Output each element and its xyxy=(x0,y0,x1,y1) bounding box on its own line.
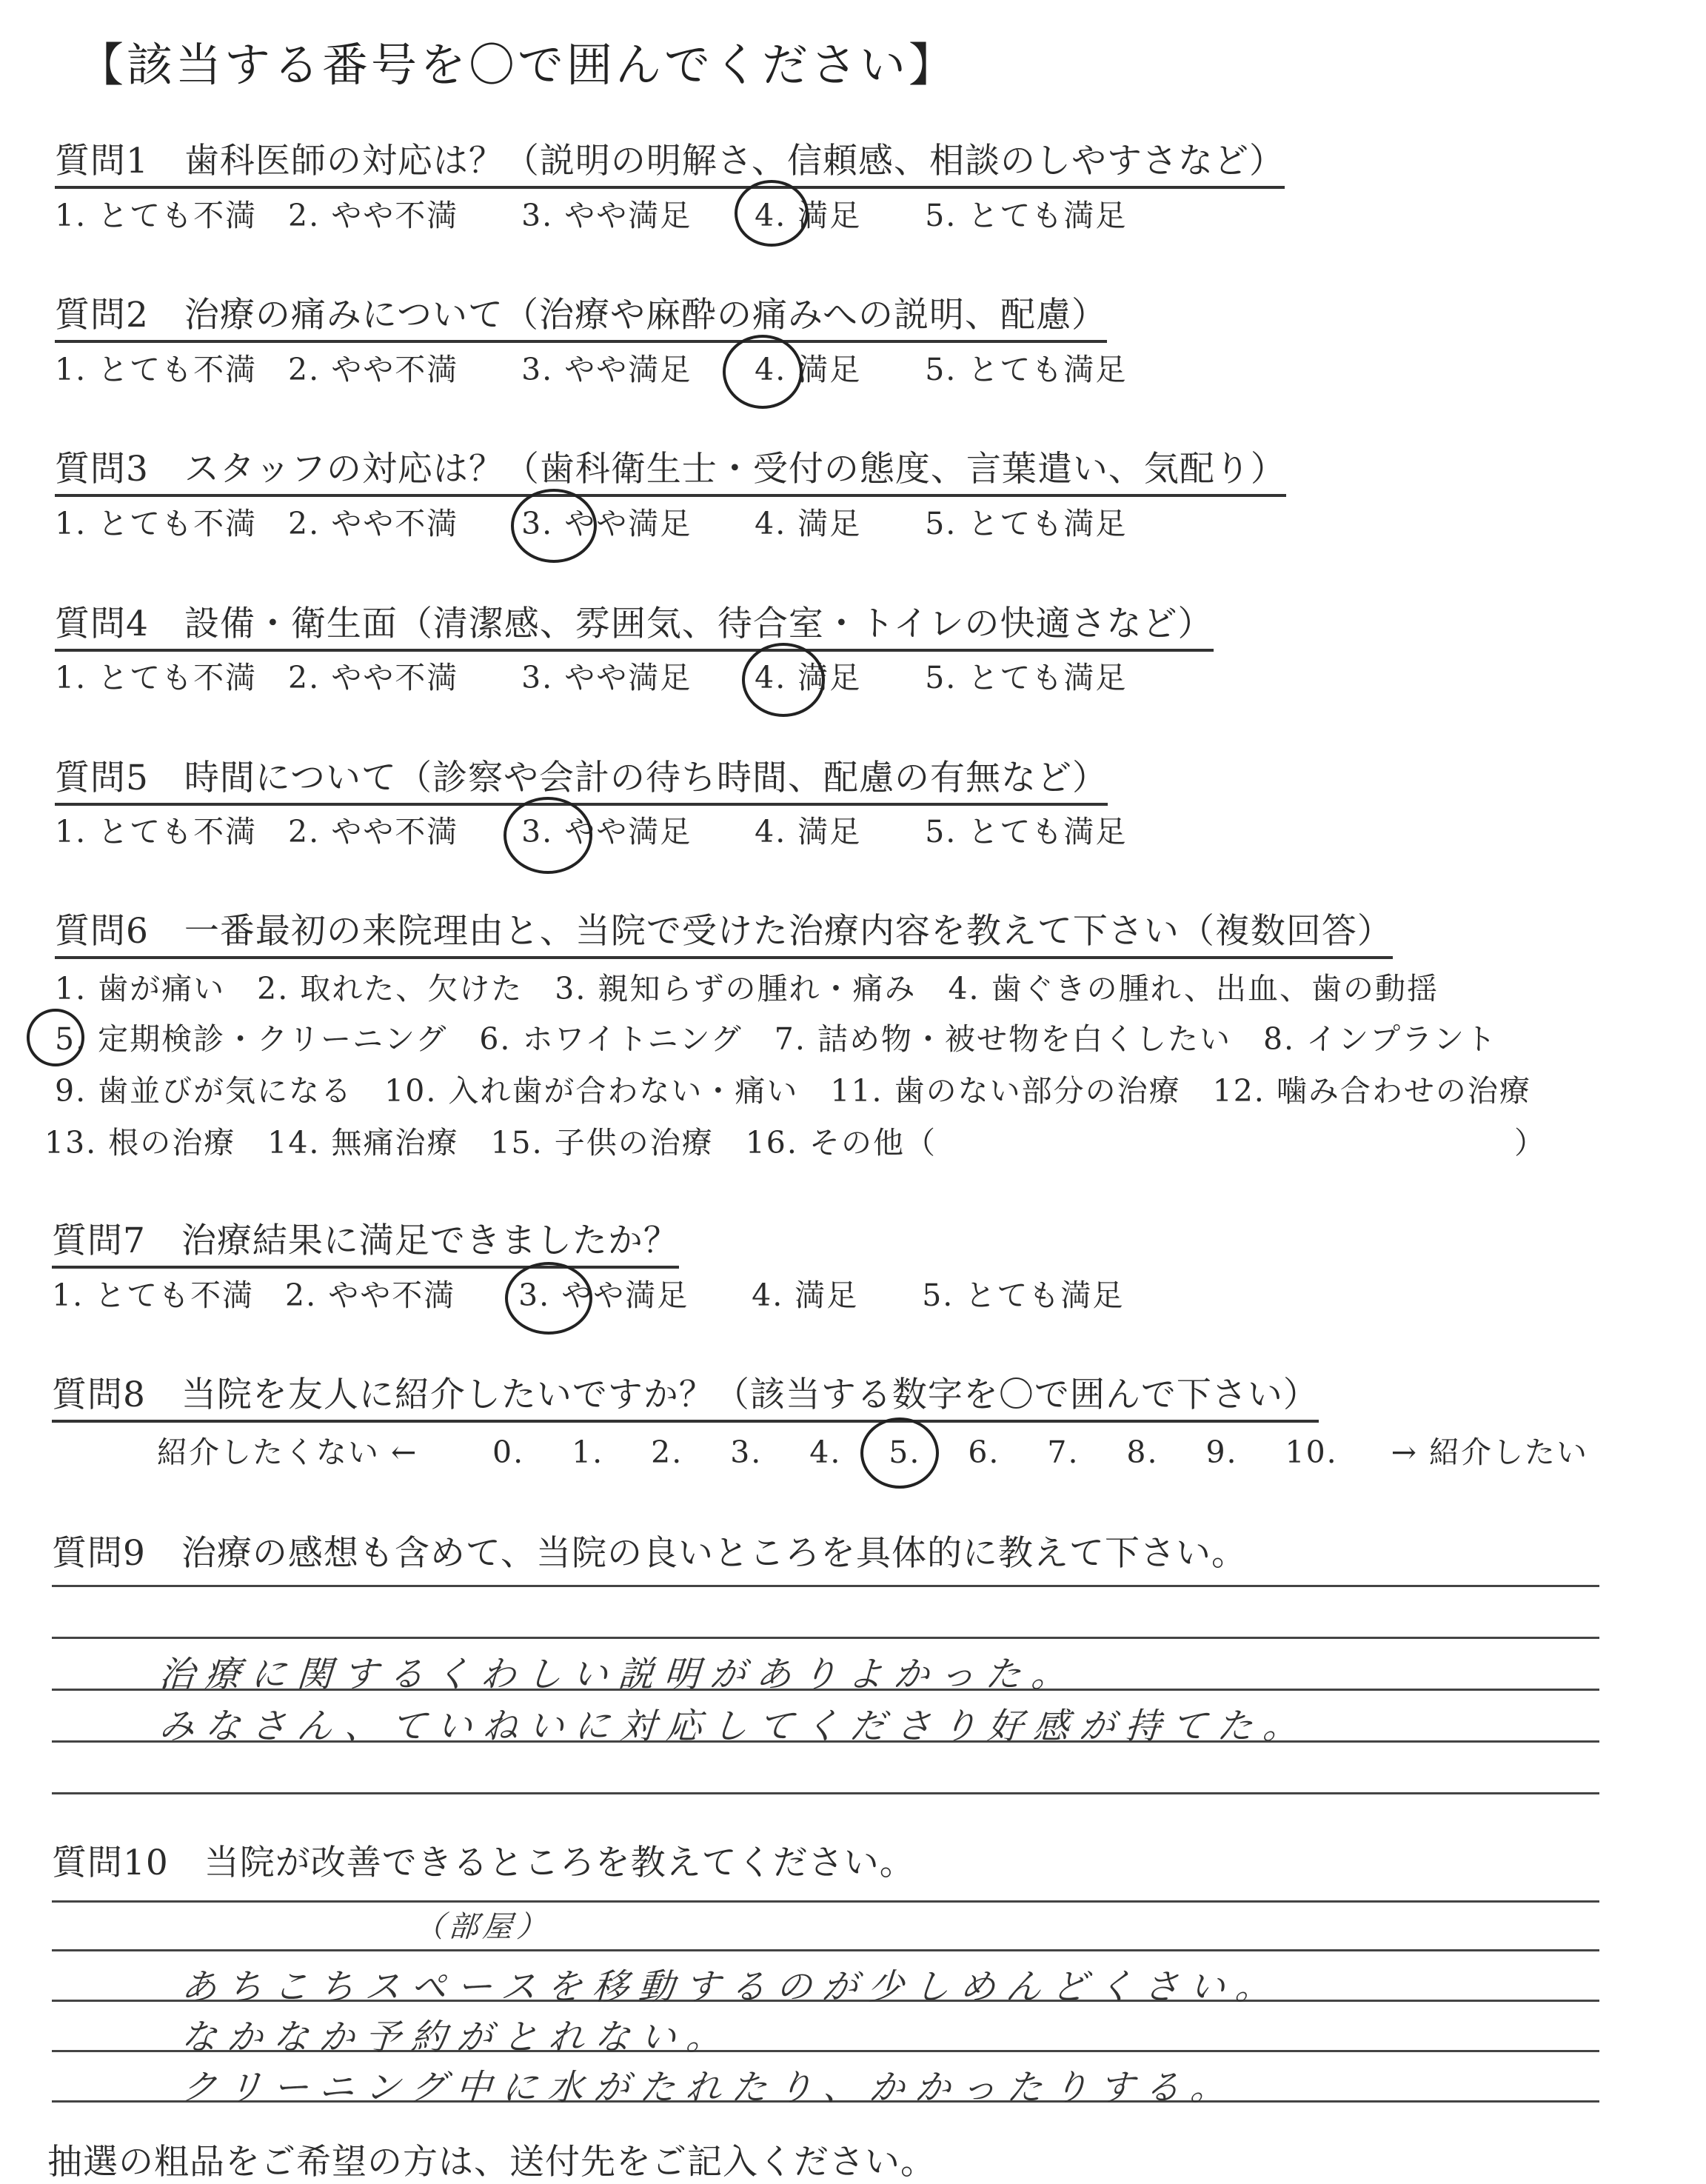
q8-value-9[interactable]: 9. xyxy=(1205,1435,1238,1470)
question-8-heading: 質問8 当院を友人に紹介したいですか？（該当する数字を〇で囲んで下さい） xyxy=(52,1367,1319,1423)
q10-answer-line-2[interactable]: なかなか予約がとれない。 xyxy=(179,2017,734,2058)
q10-rule-2 xyxy=(52,1949,1599,1951)
q3-option-1[interactable]: 1. とても不満 xyxy=(55,506,258,541)
question-3-heading: 質問3 スタッフの対応は？（歯科衛生士・受付の態度、言葉遣い、気配り） xyxy=(55,441,1286,497)
q2-option-2[interactable]: 2. やや不満 xyxy=(288,352,459,387)
q7-option-4[interactable]: 4. 満足 xyxy=(752,1278,859,1313)
q2-option-1[interactable]: 1. とても不満 xyxy=(55,352,258,387)
question-4-heading: 質問4 設備・衛生面（清潔感、雰囲気、待合室・トイレの快適さなど） xyxy=(55,596,1214,652)
q8-value-0[interactable]: 0. xyxy=(492,1435,525,1470)
footer-note: 抽選の粗品をご希望の方は、送付先をご記入ください。 xyxy=(47,2142,936,2183)
q8-scale-right: → 紹介したい xyxy=(1391,1435,1588,1470)
q5-option-4[interactable]: 4. 満足 xyxy=(755,814,862,849)
q6-other-close: ） xyxy=(1513,1125,1546,1161)
page-title: 【該当する番号を〇で囲んでください】 xyxy=(78,38,958,92)
q8-value-7[interactable]: 7. xyxy=(1047,1435,1080,1470)
q8-value-1[interactable]: 1. xyxy=(572,1435,604,1470)
question-6-heading: 質問6 一番最初の来院理由と、当院で受けた治療内容を教えて下さい（複数回答） xyxy=(55,904,1393,959)
q8-value-3[interactable]: 3. xyxy=(730,1435,763,1470)
question-4-options xyxy=(55,653,1127,697)
q2-option-4[interactable]: 4. 満足 xyxy=(755,352,862,387)
q4-selection-circle xyxy=(742,643,825,717)
q7-option-3[interactable]: 3. やや満足 xyxy=(518,1278,689,1313)
q1-selection-circle xyxy=(735,180,809,247)
q6-row-1[interactable]: 1. 歯が痛い 2. 取れた、欠けた 3. 親知らずの腫れ・痛み 4. 歯ぐきの腫れ、出血、歯の動揺 xyxy=(55,971,1439,1006)
q5-option-1[interactable]: 1. とても不満 xyxy=(55,814,258,849)
q4-option-3[interactable]: 3. やや満足 xyxy=(521,660,692,695)
q2-option-5[interactable]: 5. とても満足 xyxy=(925,352,1128,387)
q4-option-2[interactable]: 2. やや不満 xyxy=(288,660,459,695)
q6-selection-circle xyxy=(27,1009,84,1066)
q7-option-5[interactable]: 5. とても満足 xyxy=(922,1278,1125,1313)
q8-value-8[interactable]: 8. xyxy=(1126,1435,1159,1470)
q10-answer-line-3[interactable]: クリーニング中に水がたれたり、かかったりする。 xyxy=(179,2067,1238,2108)
q4-option-5[interactable]: 5. とても満足 xyxy=(925,660,1128,695)
question-2-heading: 質問2 治療の痛みについて（治療や麻酔の痛みへの説明、配慮） xyxy=(55,287,1107,343)
q5-option-3[interactable]: 3. やや満足 xyxy=(521,814,692,849)
question-1-heading: 質問1 歯科医師の対応は？（説明の明解さ、信頼感、相談のしやすさなど） xyxy=(55,133,1285,189)
q3-option-2[interactable]: 2. やや不満 xyxy=(288,506,459,541)
q6-row-4 xyxy=(44,1118,1546,1162)
q8-value-10[interactable]: 10. xyxy=(1285,1435,1338,1470)
q3-selection-circle xyxy=(511,489,597,563)
q9-rule-2 xyxy=(52,1637,1599,1639)
q10-answer-note[interactable]: （部屋） xyxy=(413,1910,552,1944)
q8-value-5[interactable]: 5. xyxy=(889,1435,921,1470)
q2-selection-circle xyxy=(723,335,803,409)
question-2-options xyxy=(55,345,1127,389)
q9-rule-1 xyxy=(52,1585,1599,1587)
question-5-heading: 質問5 時間について（診察や会計の待ち時間、配慮の有無など） xyxy=(55,750,1108,806)
q3-option-5[interactable]: 5. とても満足 xyxy=(925,506,1128,541)
question-9-heading: 質問9 治療の感想も含めて、当院の良いところを具体的に教えて下さい。 xyxy=(52,1533,1247,1574)
q7-selection-circle xyxy=(505,1262,592,1335)
q1-option-4[interactable]: 4. 満足 xyxy=(755,198,862,233)
q1-option-5[interactable]: 5. とても満足 xyxy=(925,198,1128,233)
q8-value-6[interactable]: 6. xyxy=(968,1435,1000,1470)
question-10-heading: 質問10 当院が改善できるところを教えてください。 xyxy=(52,1843,915,1883)
q5-option-5[interactable]: 5. とても満足 xyxy=(925,814,1128,849)
q9-rule-5 xyxy=(52,1792,1599,1794)
q8-selection-circle xyxy=(860,1417,939,1489)
q8-value-4[interactable]: 4. xyxy=(809,1435,842,1470)
q9-answer-line-1[interactable]: 治療に関するくわしい説明がありよかった。 xyxy=(157,1654,1079,1695)
q1-option-3[interactable]: 3. やや満足 xyxy=(521,198,692,233)
q8-value-2[interactable]: 2. xyxy=(651,1435,683,1470)
q6-row-4-text[interactable]: 13. 根の治療 14. 無痛治療 15. 子供の治療 16. その他（ xyxy=(44,1125,937,1161)
q5-option-2[interactable]: 2. やや不満 xyxy=(288,814,459,849)
q7-option-2[interactable]: 2. やや不満 xyxy=(285,1278,456,1313)
question-1-options xyxy=(55,191,1127,235)
q2-option-3[interactable]: 3. やや満足 xyxy=(521,352,692,387)
q8-scale-left: 紹介したくない ← xyxy=(157,1435,418,1470)
q1-option-2[interactable]: 2. やや不満 xyxy=(288,198,459,233)
q3-option-4[interactable]: 4. 満足 xyxy=(755,506,862,541)
q4-option-4[interactable]: 4. 満足 xyxy=(755,660,862,695)
question-7-heading: 質問7 治療結果に満足できましたか？ xyxy=(52,1213,679,1269)
q6-row-3[interactable]: 9. 歯並びが気になる 10. 入れ歯が合わない・痛い 11. 歯のない部分の治療 12. 噛み合わせの治療 xyxy=(55,1073,1531,1109)
q7-option-1[interactable]: 1. とても不満 xyxy=(52,1278,255,1313)
q10-rule-1 xyxy=(52,1900,1599,1903)
q3-option-3[interactable]: 3. やや満足 xyxy=(521,506,692,541)
q9-answer-line-2[interactable]: みなさん、ていねいに対応してくださり好感が持てた。 xyxy=(157,1706,1311,1747)
q1-option-1[interactable]: 1. とても不満 xyxy=(55,198,258,233)
q4-option-1[interactable]: 1. とても不満 xyxy=(55,660,258,695)
q6-row-2[interactable]: 5. 定期検診・クリーニング 6. ホワイトニング 7. 詰め物・被せ物を白くしたい 8. インプラント xyxy=(55,1021,1498,1057)
q10-answer-line-1[interactable]: あちこちスペースを移動するのが少しめんどくさい。 xyxy=(179,1966,1283,2008)
q5-selection-circle xyxy=(504,797,592,874)
